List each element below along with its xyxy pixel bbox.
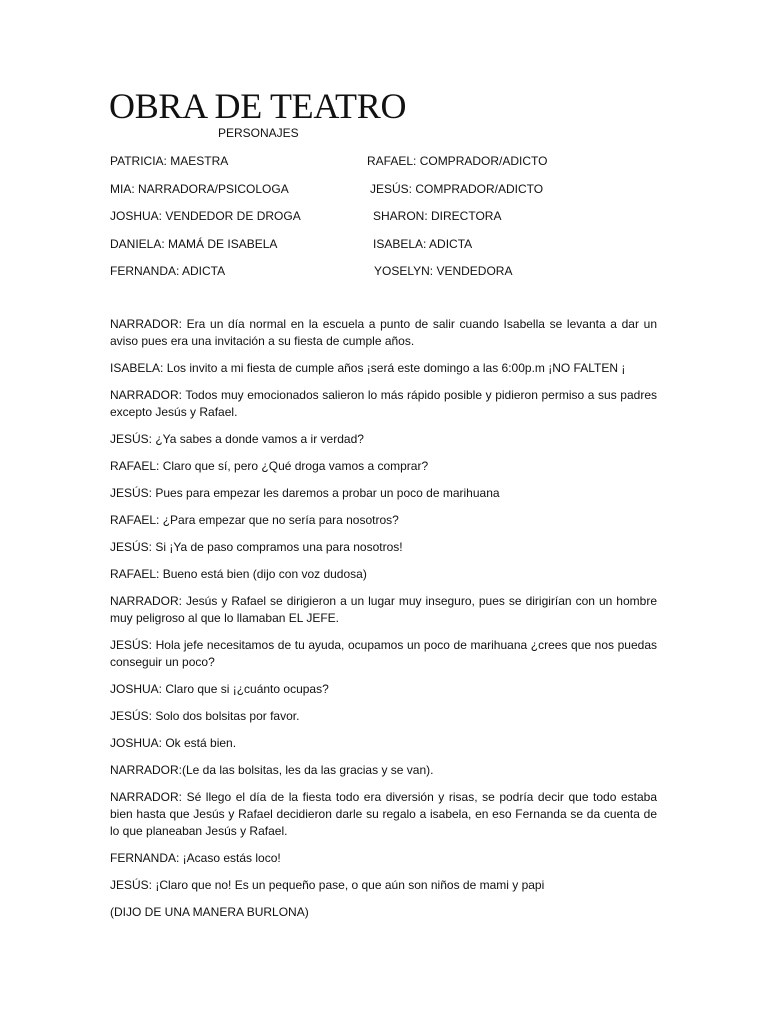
- cast-row: [110, 263, 670, 291]
- script-line: NARRADOR: Todos muy emocionados salieron lo más rápido posible y pidieron permiso a sus padres excepto Jesús y Rafael.: [110, 388, 657, 419]
- cast-entry-left: MIA: NARRADORA/PSICOLOGA: [110, 181, 289, 196]
- script-line: NARRADOR: Era un día normal en la escuela a punto de salir cuando Isabella se levanta a dar un aviso pues era una invitación a su fiesta de cumple años.: [110, 317, 657, 348]
- script-line: FERNANDA: ¡Acaso estás loco!: [110, 851, 281, 865]
- script-line: JESÚS: ¿Ya sabes a donde vamos a ir verdad?: [110, 432, 364, 446]
- cast-row: [110, 236, 670, 264]
- cast-entry-right: JESÚS: COMPRADOR/ADICTO: [370, 181, 544, 196]
- script-line: NARRADOR:(Le da las bolsitas, les da las gracias y se van).: [110, 763, 434, 777]
- script-line: ISABELA: Los invito a mi fiesta de cumple años ¡será este domingo a las 6:00p.m ¡NO FALTEN ¡: [110, 361, 626, 375]
- script-body: [110, 316, 657, 931]
- cast-entry-left: PATRICIA: MAESTRA: [110, 154, 229, 168]
- cast-row: [110, 181, 670, 209]
- script-line: RAFAEL: Claro que sí, pero ¿Qué droga vamos a comprar?: [110, 459, 429, 473]
- document-title: OBRA DE TEATRO: [109, 86, 407, 126]
- cast-list: [110, 153, 670, 291]
- script-line: RAFAEL: ¿Para empezar que no sería para nosotros?: [110, 513, 399, 527]
- cast-entry-right: SHARON: DIRECTORA: [373, 209, 502, 223]
- cast-row: [110, 208, 670, 236]
- cast-entry-left: DANIELA: MAMÁ DE ISABELA: [110, 236, 278, 251]
- script-line: JESÚS: Si ¡Ya de paso compramos una para nosotros!: [110, 540, 403, 554]
- cast-entry-left: FERNANDA: ADICTA: [110, 264, 226, 278]
- script-line: JESÚS: Hola jefe necesitamos de tu ayuda, ocupamos un poco de marihuana ¿crees que nos puedas conseguir un poco?: [110, 638, 657, 669]
- script-line: NARRADOR: Sé llego el día de la fiesta todo era diversión y risas, se podría decir que todo estaba bien hasta que Jesús y Rafael decidieron darle su regalo a isabela, en eso Fernanda se da cuenta de lo que planeaban Jesús y Rafael.: [110, 790, 657, 838]
- script-line: JESÚS: Pues para empezar les daremos a probar un poco de marihuana: [110, 486, 500, 500]
- characters-heading: PERSONAJES: [218, 126, 299, 140]
- script-line: JESÚS: Solo dos bolsitas por favor.: [110, 709, 300, 723]
- script-line: JOSHUA: Ok está bien.: [110, 736, 237, 750]
- cast-entry-right: RAFAEL: COMPRADOR/ADICTO: [367, 154, 548, 168]
- cast-entry-right: ISABELA: ADICTA: [373, 236, 473, 251]
- script-line: NARRADOR: Jesús y Rafael se dirigieron a un lugar muy inseguro, pues se dirigirían con un hombre muy peligroso al que lo llamaban EL JEFE.: [110, 594, 657, 625]
- cast-row: [110, 153, 670, 181]
- script-line: JOSHUA: Claro que si ¡¿cuánto ocupas?: [110, 682, 329, 696]
- cast-entry-left: JOSHUA: VENDEDOR DE DROGA: [110, 209, 301, 223]
- cast-entry-right: YOSELYN: VENDEDORA: [374, 264, 513, 278]
- script-line: RAFAEL: Bueno está bien (dijo con voz dudosa): [110, 567, 367, 581]
- script-line: (DIJO DE UNA MANERA BURLONA): [110, 905, 309, 919]
- script-line: JESÚS: ¡Claro que no! Es un pequeño pase, o que aún son niños de mami y papi: [110, 878, 545, 892]
